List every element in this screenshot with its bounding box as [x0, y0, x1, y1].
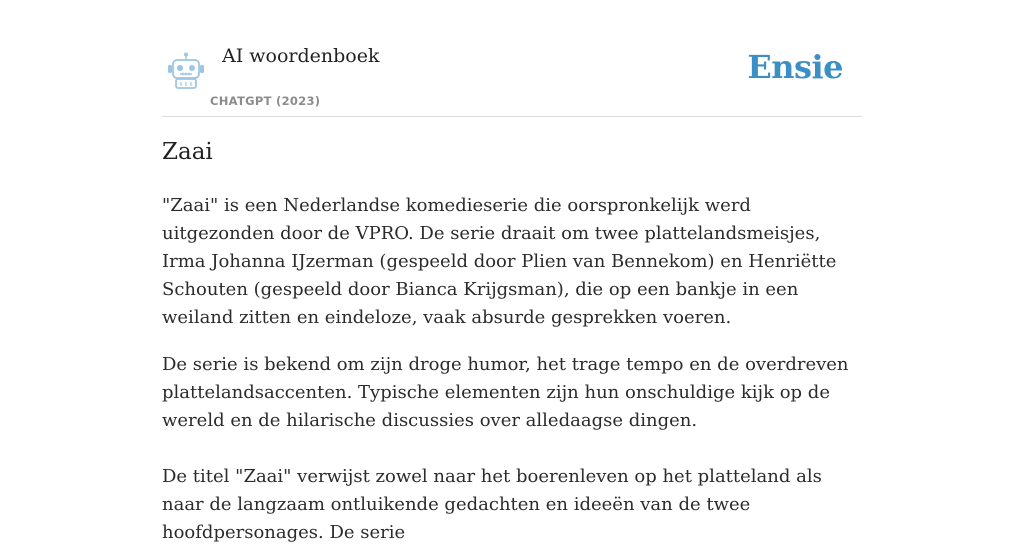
- term-title: Zaai: [162, 139, 213, 165]
- paragraph-2: De serie is bekend om zijn droge humor, het trage tempo en de overdreven plattelandsaccenten. Typische elementen zijn hun onschuldige kijk op de wereld en de hilarische discussies over alledaagse dingen.: [162, 354, 849, 431]
- header: [162, 0, 862, 117]
- site-title[interactable]: AI woordenboek: [222, 45, 380, 67]
- brand-logo[interactable]: Ensie: [747, 48, 843, 86]
- paragraph-1: "Zaai" is een Nederlandse komedieserie die oorspronkelijk werd uitgezonden door de VPRO. De serie draait om twee plattelandsmeisjes, Irma Johanna IJzerman (gespeeld door Plien van Bennekom) en Henriëtte Schouten (gespeeld door Bianca Krijgsman), die op een bankje in een weiland zitten en eindeloze, vaak absurde gesprekken voeren.: [162, 195, 837, 328]
- robot-icon: [166, 52, 206, 90]
- page: [162, 0, 862, 543]
- source-label: CHATGPT (2023): [210, 94, 321, 108]
- paragraph-3: De titel "Zaai" verwijst zowel naar het boerenleven op het platteland als naar de langzaam ontluikende gedachten en ideeën van de twee hoofdpersonages. De serie: [162, 466, 822, 543]
